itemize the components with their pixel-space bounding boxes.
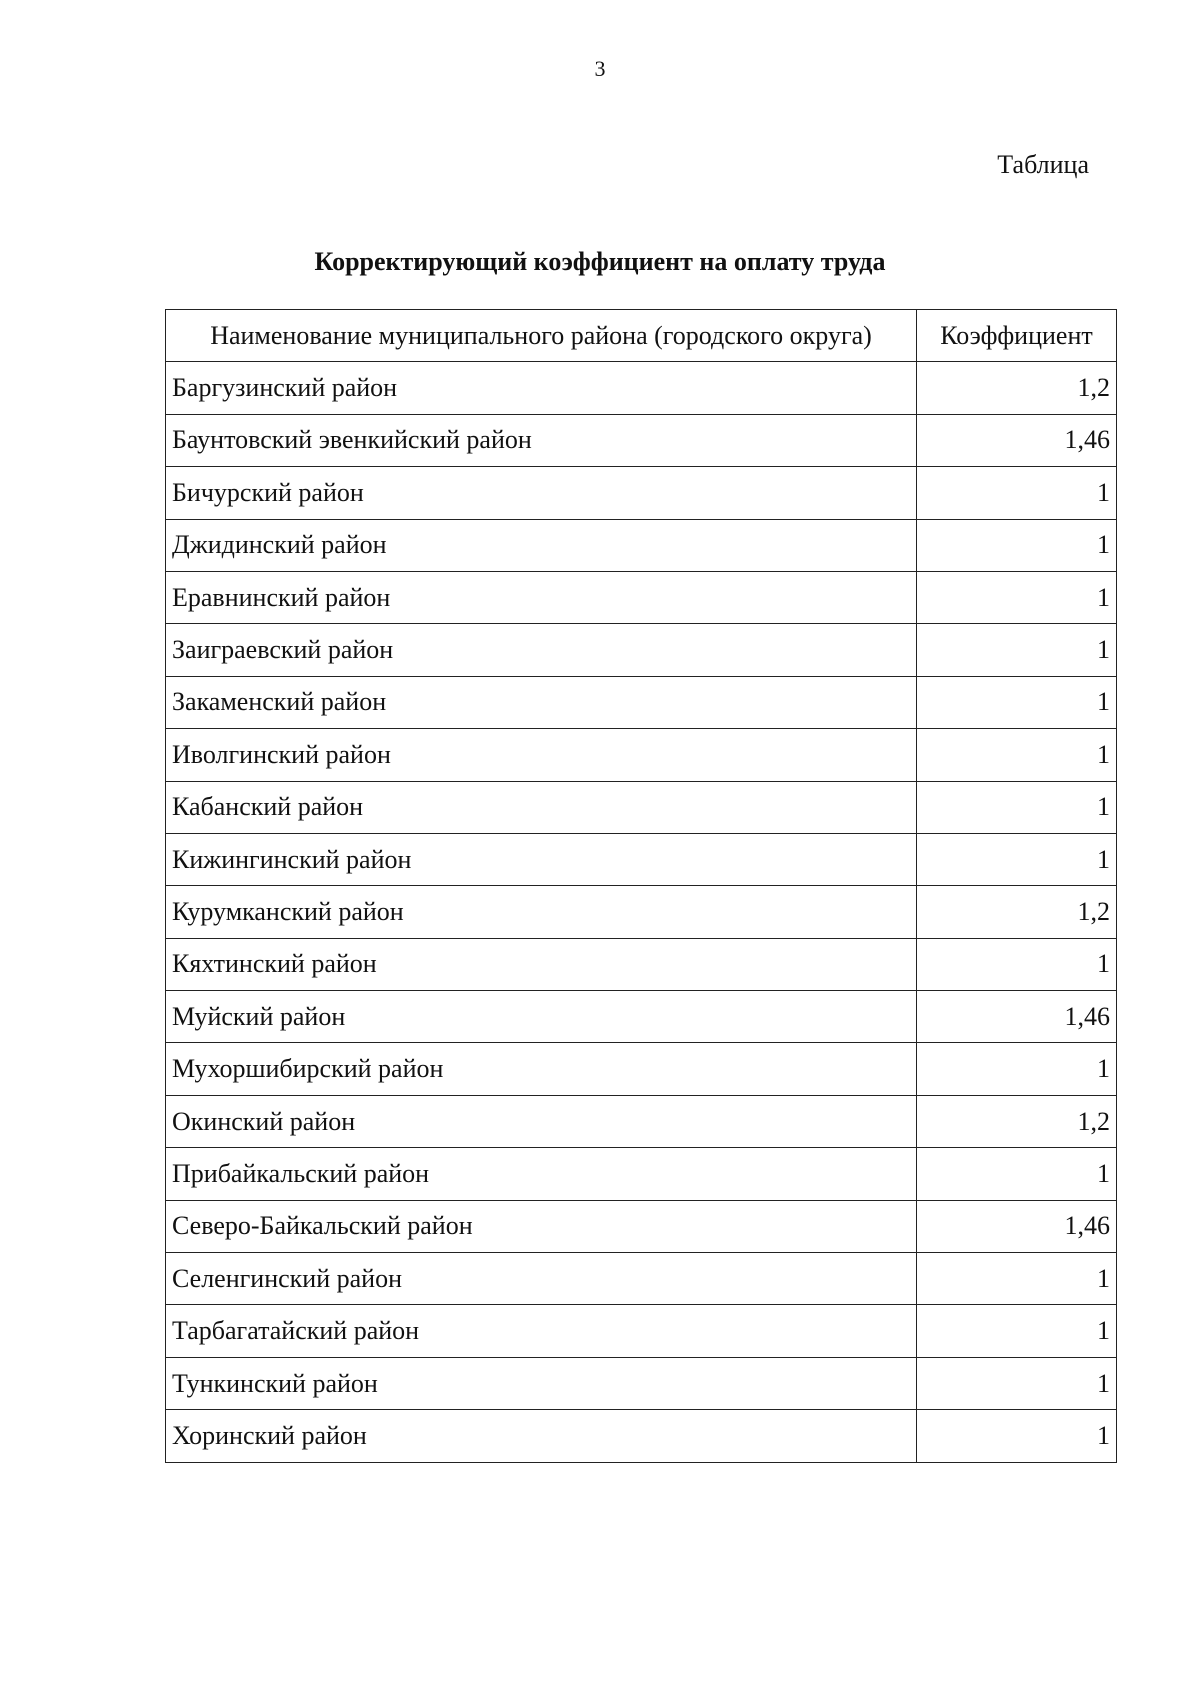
district-name-cell: Закаменский район: [166, 676, 917, 728]
page-number: 3: [594, 56, 606, 81]
table-row: [166, 1410, 1117, 1462]
district-name-cell: Мухоршибирский район: [166, 1043, 917, 1095]
table-row: [166, 571, 1117, 623]
district-name-cell: Иволгинский район: [166, 729, 917, 781]
table-row: [166, 1043, 1117, 1095]
table-row: [166, 886, 1117, 938]
coefficient-cell: 1: [917, 1305, 1117, 1357]
district-name-cell: Кижингинский район: [166, 833, 917, 885]
coefficient-table: [165, 309, 1117, 1463]
table-row: [166, 467, 1117, 519]
table-row: [166, 414, 1117, 466]
district-name-cell: Хоринский район: [166, 1410, 917, 1462]
table-row: [166, 1148, 1117, 1200]
coefficient-cell: 1,46: [917, 414, 1117, 466]
table-row: [166, 519, 1117, 571]
district-name-cell: Прибайкальский район: [166, 1148, 917, 1200]
coefficient-cell: 1: [917, 1253, 1117, 1305]
coefficient-cell: 1: [917, 938, 1117, 990]
district-name-cell: Тункинский район: [166, 1357, 917, 1409]
table-row: [166, 938, 1117, 990]
table-row: [166, 624, 1117, 676]
district-name-cell: Тарбагатайский район: [166, 1305, 917, 1357]
district-name-cell: Бичурский район: [166, 467, 917, 519]
table-row: [166, 1253, 1117, 1305]
district-name-cell: Кабанский район: [166, 781, 917, 833]
table-row: [166, 729, 1117, 781]
district-name-cell: Кяхтинский район: [166, 938, 917, 990]
district-name-cell: Заиграевский район: [166, 624, 917, 676]
district-name-cell: Еравнинский район: [166, 571, 917, 623]
coefficient-cell: 1,2: [917, 1095, 1117, 1147]
coefficient-cell: 1: [917, 624, 1117, 676]
table-row: [166, 362, 1117, 414]
coefficient-cell: 1: [917, 781, 1117, 833]
table-body: [166, 362, 1117, 1462]
district-name-cell: Муйский район: [166, 991, 917, 1043]
table-row: [166, 781, 1117, 833]
coefficient-cell: 1,46: [917, 1200, 1117, 1252]
coefficient-cell: 1: [917, 1357, 1117, 1409]
coefficient-cell: 1: [917, 833, 1117, 885]
table-row: [166, 1095, 1117, 1147]
table-label: Таблица: [997, 150, 1089, 179]
district-name-cell: Селенгинский район: [166, 1253, 917, 1305]
coefficient-cell: 1: [917, 1043, 1117, 1095]
table-row: [166, 1200, 1117, 1252]
table-header-row: [166, 310, 1117, 362]
district-name-cell: Окинский район: [166, 1095, 917, 1147]
table-row: [166, 676, 1117, 728]
district-name-cell: Курумканский район: [166, 886, 917, 938]
table-row: [166, 1305, 1117, 1357]
header-district-name: Наименование муниципального района (городского округа): [166, 310, 917, 362]
coefficient-cell: 1: [917, 1148, 1117, 1200]
coefficient-cell: 1: [917, 676, 1117, 728]
coefficient-cell: 1,2: [917, 886, 1117, 938]
header-coefficient: Коэффициент: [917, 310, 1117, 362]
district-name-cell: Северо-Байкальский район: [166, 1200, 917, 1252]
coefficient-cell: 1: [917, 1410, 1117, 1462]
coefficient-cell: 1: [917, 467, 1117, 519]
coefficient-cell: 1,2: [917, 362, 1117, 414]
district-name-cell: Баунтовский эвенкийский район: [166, 414, 917, 466]
coefficient-cell: 1: [917, 519, 1117, 571]
district-name-cell: Джидинский район: [166, 519, 917, 571]
table-row: [166, 991, 1117, 1043]
coefficient-cell: 1: [917, 571, 1117, 623]
table-row: [166, 833, 1117, 885]
district-name-cell: Баргузинский район: [166, 362, 917, 414]
document-title: Корректирующий коэффициент на оплату труда: [314, 247, 886, 276]
coefficient-cell: 1: [917, 729, 1117, 781]
coefficient-cell: 1,46: [917, 991, 1117, 1043]
table-row: [166, 1357, 1117, 1409]
